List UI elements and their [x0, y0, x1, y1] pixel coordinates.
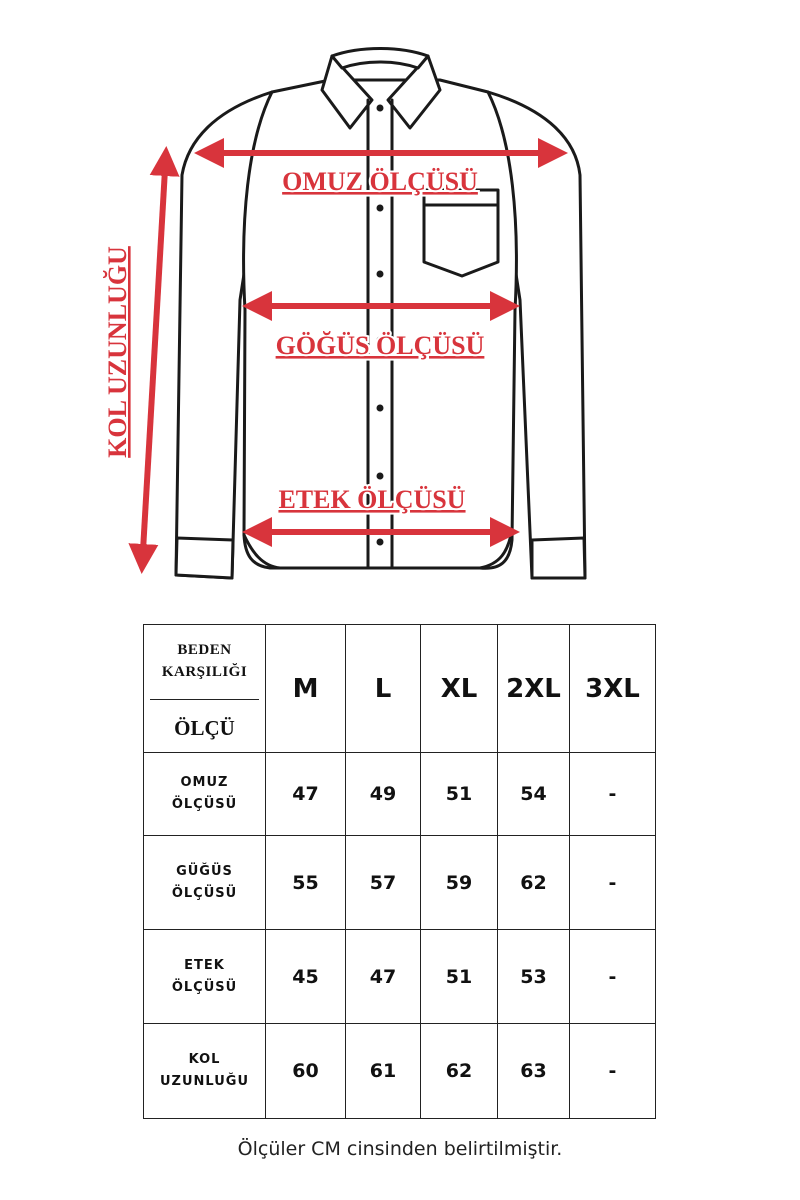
table-cell: 45 — [266, 930, 346, 1024]
table-cell: - — [570, 753, 656, 836]
row-label-chest: GÜĞÜS ÖLÇÜSÜ — [144, 836, 266, 930]
table-cell: 55 — [266, 836, 346, 930]
table-cell: 63 — [498, 1024, 570, 1119]
corner-divider — [150, 699, 259, 700]
right-cuff — [532, 538, 585, 578]
table-cell: 51 — [421, 753, 498, 836]
table-cell: 53 — [498, 930, 570, 1024]
table-row-hem — [144, 930, 656, 1024]
left-cuff — [176, 538, 233, 578]
table-cell: 62 — [421, 1024, 498, 1119]
chest-label: GÖĞÜS ÖLÇÜSÜ — [275, 331, 485, 360]
row-label-hem: ETEK ÖLÇÜSÜ — [144, 930, 266, 1024]
chest-pocket — [424, 190, 498, 276]
size-header-m: M — [266, 625, 346, 753]
table-cell: 49 — [346, 753, 421, 836]
table-row-chest — [144, 836, 656, 930]
row-label-sleeve: KOL UZUNLUĞU — [144, 1024, 266, 1119]
table-cell: 61 — [346, 1024, 421, 1119]
table-row-shoulder — [144, 753, 656, 836]
table-cell: - — [570, 836, 656, 930]
sleeve-arrow — [142, 152, 166, 568]
size-header-3xl: 3XL — [570, 625, 656, 753]
size-chart-table — [143, 624, 656, 1119]
table-cell: 57 — [346, 836, 421, 930]
size-header-xl: XL — [421, 625, 498, 753]
table-cell: 62 — [498, 836, 570, 930]
size-header-row — [144, 625, 656, 753]
table-cell: 51 — [421, 930, 498, 1024]
size-header-l: L — [346, 625, 421, 753]
hem-label: ETEK ÖLÇÜSÜ — [278, 485, 466, 514]
table-cell: 47 — [346, 930, 421, 1024]
sleeve-label: KOL UZUNLUĞU — [103, 246, 132, 458]
corner-bottom-label: ÖLÇÜ — [174, 715, 235, 740]
table-cell: 54 — [498, 753, 570, 836]
row-label-shoulder: OMUZ ÖLÇÜSÜ — [144, 753, 266, 836]
corner-top-line2: KARŞILIĞI — [161, 664, 248, 680]
table-cell: 59 — [421, 836, 498, 930]
table-cell: - — [570, 930, 656, 1024]
collar-band — [332, 49, 428, 69]
shoulder-label: OMUZ ÖLÇÜSÜ — [282, 167, 478, 196]
table-corner-cell — [144, 625, 266, 753]
table-row-sleeve — [144, 1024, 656, 1119]
table-cell: 60 — [266, 1024, 346, 1119]
table-cell: 47 — [266, 753, 346, 836]
measurement-footnote: Ölçüler CM cinsinden belirtilmiştir. — [237, 1138, 563, 1160]
table-cell: - — [570, 1024, 656, 1119]
corner-top-line1: BEDEN — [177, 642, 232, 658]
size-header-2xl: 2XL — [498, 625, 570, 753]
